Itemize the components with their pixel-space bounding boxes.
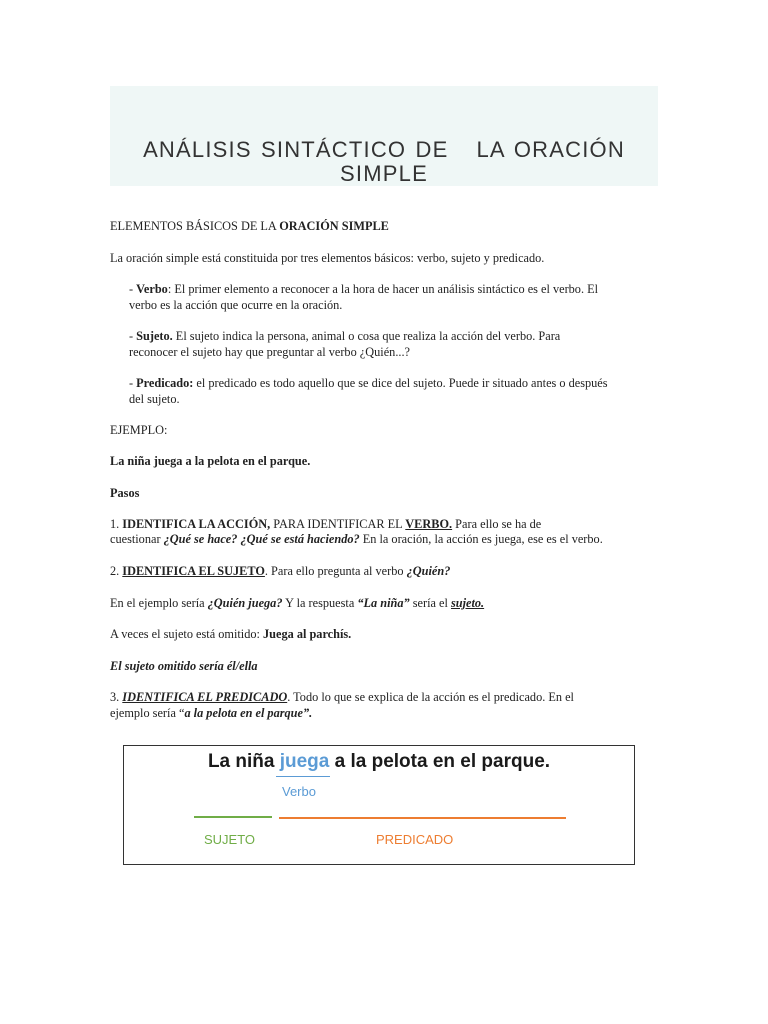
paso3-l2b: a la pelota en el parque”. — [184, 706, 313, 720]
sujeto-dash: - — [129, 329, 137, 343]
paso1-num: 1. — [110, 517, 123, 531]
paso2-mid: . Para ello pregunta al verbo — [264, 564, 407, 578]
paso3-num: 3. — [110, 690, 123, 704]
diagram-sentence — [124, 751, 634, 773]
predicado-text: el predicado es todo aquello que se dice del sujeto. Puede ir situado antes o después — [193, 376, 608, 390]
ejemplo-label: EJEMPLO: — [110, 423, 168, 437]
diagram-part1: La niña — [207, 751, 280, 772]
sujeto-term: Sujeto. — [136, 329, 173, 343]
paso1-question: ¿Qué se hace? ¿Qué se está haciendo? — [163, 532, 360, 546]
sujeto-line-2: reconocer el sujeto hay que preguntar al verbo ¿Quién...? — [129, 345, 410, 359]
paso2-num: 2. — [110, 564, 123, 578]
predicado-line-2: del sujeto. — [129, 392, 180, 406]
verbo-label: Verbo — [282, 784, 316, 799]
predicado-line — [279, 817, 566, 819]
paso1-mid: PARA IDENTIFICAR EL — [270, 517, 406, 531]
paso3-l2a: ejemplo sería “ — [110, 706, 185, 720]
heading-prefix: ELEMENTOS BÁSICOS DE LA — [110, 219, 280, 233]
predicado-dash: - — [129, 376, 137, 390]
sujeto-line-1 — [129, 328, 560, 344]
sujeto-text: El sujeto indica la persona, animal o cosa que realiza la acción del verbo. Para — [172, 329, 561, 343]
paso1-verbo: VERBO. — [405, 517, 453, 531]
paso2-question: ¿Quién? — [406, 564, 451, 578]
paso2-example-a: En el ejemplo sería — [110, 596, 208, 610]
title-banner — [110, 86, 658, 186]
page-title — [110, 138, 658, 186]
paso1-bold: IDENTIFICA LA ACCIÓN, — [122, 517, 271, 531]
title-line-1: ANÁLISIS SINTÁCTICO DE LA ORACIÓN — [143, 137, 625, 162]
intro-text: La oración simple está constituida por tres elementos básicos: verbo, sujeto y predicado. — [110, 251, 545, 265]
paso1-rest: Para ello se ha de — [452, 517, 542, 531]
paso2-example-sujeto: sujeto. — [450, 596, 485, 610]
paso1-l2b: En la oración, la acción es juega, ese es el verbo. — [359, 532, 603, 546]
paso1-l2a: cuestionar — [110, 532, 164, 546]
heading-bold: ORACIÓN SIMPLE — [279, 219, 389, 233]
omitido-a: A veces el sujeto está omitido: — [110, 627, 263, 641]
omitido-note: El sujeto omitido sería él/ella — [110, 659, 258, 673]
paso2-example-answer: “La niña” — [357, 596, 410, 610]
paso1-line-1 — [110, 516, 541, 532]
verbo-line-2: verbo es la acción que ocurre en la oración. — [129, 298, 343, 312]
omitido-line — [110, 626, 351, 642]
predicado-term: Predicado: — [136, 376, 194, 390]
paso1-line-2 — [110, 531, 603, 547]
verbo-term: Verbo — [136, 282, 168, 296]
verbo-text: : El primer elemento a reconocer a la hora de hacer un análisis sintáctico es el verbo. El — [167, 282, 599, 296]
paso3-line-2 — [110, 705, 312, 721]
sujeto-line — [194, 816, 272, 818]
diagram-part2: a la pelota en el parque. — [329, 751, 551, 772]
paso3-line-1 — [110, 689, 574, 705]
predicado-label: PREDICADO — [376, 832, 454, 847]
sentence-diagram — [123, 745, 635, 865]
predicado-line-1 — [129, 375, 608, 391]
paso3-bold: IDENTIFICA EL PREDICADO — [122, 690, 288, 704]
sujeto-label: SUJETO — [204, 832, 256, 847]
pasos-label: Pasos — [110, 486, 140, 500]
title-line-2: SIMPLE — [340, 161, 428, 186]
paso3-rest: . Todo lo que se explica de la acción es el predicado. En el — [287, 690, 574, 704]
section-heading — [110, 218, 389, 234]
paso2-example-c: sería el — [409, 596, 451, 610]
verbo-line-1 — [129, 281, 598, 297]
paso2-example-b: Y la respuesta — [282, 596, 358, 610]
paso2-bold: IDENTIFICA EL SUJETO — [122, 564, 265, 578]
paso2-example-question: ¿Quién juega? — [207, 596, 283, 610]
verb-underline — [276, 776, 330, 777]
paso2-line — [110, 563, 450, 579]
paso2-example — [110, 595, 484, 611]
verbo-dash: - — [129, 282, 137, 296]
ejemplo-sentence: La niña juega a la pelota en el parque. — [110, 454, 311, 468]
diagram-verb: juega — [279, 751, 330, 772]
omitido-b: Juega al parchís. — [263, 627, 352, 641]
